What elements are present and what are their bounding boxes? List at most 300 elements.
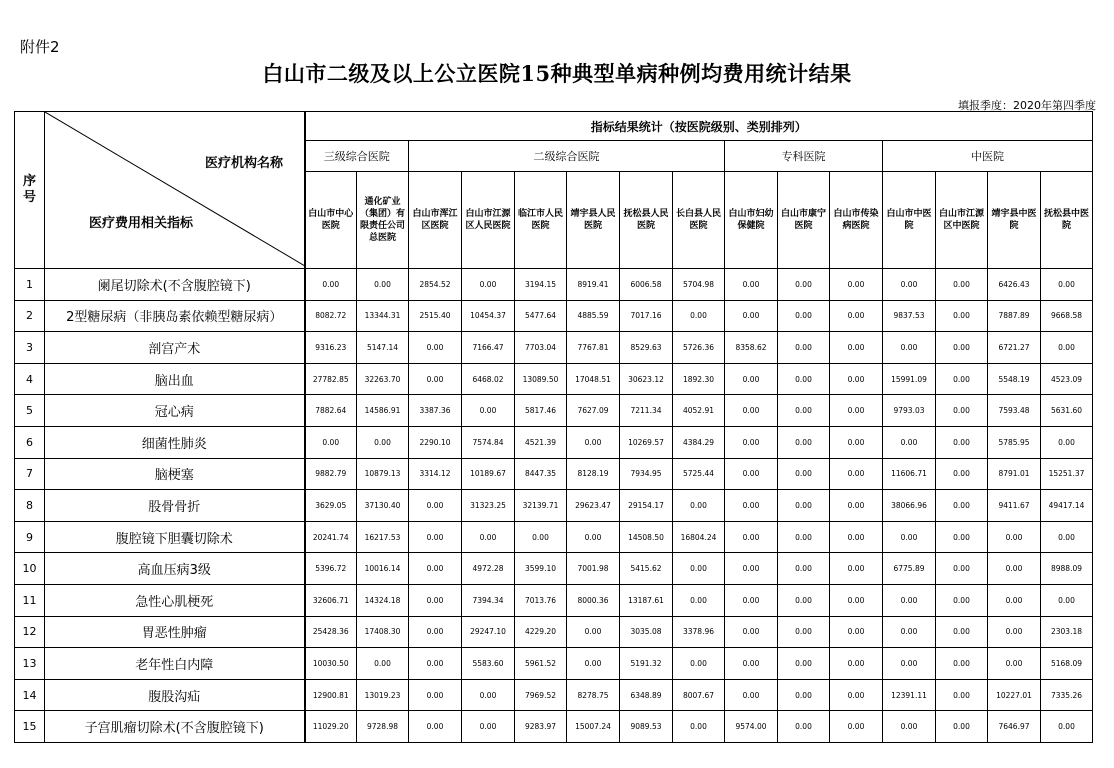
cost-value-cell: 0.00 — [830, 300, 883, 332]
cost-value-cell: 15991.09 — [883, 363, 936, 395]
cost-value-cell: 0.00 — [462, 395, 515, 427]
cost-value-cell: 6006.58 — [620, 269, 673, 301]
cost-value-cell: 11029.20 — [305, 711, 357, 743]
cost-value-cell: 0.00 — [673, 648, 725, 680]
cost-value-cell: 38066.96 — [883, 490, 936, 522]
cost-value-cell: 0.00 — [1041, 711, 1093, 743]
cost-value-cell: 0.00 — [883, 269, 936, 301]
row-indicator-name: 2型糖尿病（非胰岛素依赖型糖尿病） — [45, 300, 305, 332]
cost-value-cell: 0.00 — [409, 363, 462, 395]
institution-label: 医疗机构名称 — [205, 156, 284, 171]
cost-value-cell: 0.00 — [357, 648, 409, 680]
cost-value-cell: 0.00 — [357, 426, 409, 458]
cost-value-cell: 4885.59 — [567, 300, 620, 332]
cost-value-cell: 9793.03 — [883, 395, 936, 427]
row-seq: 10 — [15, 553, 45, 585]
cost-value-cell: 10269.57 — [620, 426, 673, 458]
cost-value-cell: 0.00 — [778, 300, 830, 332]
table-row — [15, 300, 1093, 332]
cost-value-cell: 0.00 — [725, 616, 778, 648]
cost-value-cell: 0.00 — [305, 269, 357, 301]
cost-value-cell: 0.00 — [830, 269, 883, 301]
table-row — [15, 363, 1093, 395]
report-season: 填报季度：2020年第四季度 — [958, 99, 1096, 112]
cost-value-cell: 0.00 — [778, 490, 830, 522]
cost-value-cell: 10454.37 — [462, 300, 515, 332]
cost-value-cell: 0.00 — [305, 426, 357, 458]
cost-value-cell: 6775.89 — [883, 553, 936, 585]
cost-value-cell: 0.00 — [725, 521, 778, 553]
cost-value-cell: 0.00 — [725, 458, 778, 490]
cost-value-cell: 0.00 — [409, 521, 462, 553]
group-tertiary-general: 三级综合医院 — [305, 141, 409, 172]
cost-value-cell: 5631.60 — [1041, 395, 1093, 427]
cost-value-cell: 0.00 — [725, 269, 778, 301]
row-indicator-name: 腹腔镜下胆囊切除术 — [45, 521, 305, 553]
seq-header — [15, 112, 45, 269]
hospital-header: 白山市传染病医院 — [830, 172, 883, 269]
cost-value-cell: 9728.98 — [357, 711, 409, 743]
cost-value-cell: 0.00 — [830, 711, 883, 743]
cost-value-cell: 0.00 — [936, 616, 988, 648]
cost-value-cell: 2515.40 — [409, 300, 462, 332]
cost-value-cell: 8919.41 — [567, 269, 620, 301]
cost-value-cell: 0.00 — [673, 553, 725, 585]
cost-value-cell: 4384.29 — [673, 426, 725, 458]
cost-value-cell: 17408.30 — [357, 616, 409, 648]
cost-value-cell: 9574.00 — [725, 711, 778, 743]
cost-value-cell: 0.00 — [830, 490, 883, 522]
cost-value-cell: 32606.71 — [305, 584, 357, 616]
cost-value-cell: 0.00 — [936, 458, 988, 490]
cost-value-cell: 32139.71 — [515, 490, 567, 522]
cost-value-cell: 8791.01 — [988, 458, 1041, 490]
cost-value-cell: 29623.47 — [567, 490, 620, 522]
cost-value-cell: 3194.15 — [515, 269, 567, 301]
cost-value-cell: 13344.31 — [357, 300, 409, 332]
cost-value-cell: 29154.17 — [620, 490, 673, 522]
cost-value-cell: 9882.79 — [305, 458, 357, 490]
row-seq: 9 — [15, 521, 45, 553]
statistics-table — [14, 111, 1093, 743]
hospital-header: 白山市中心医院 — [305, 172, 357, 269]
document-title: 白山市二级及以上公立医院15种典型单病种例均费用统计结果 — [262, 61, 852, 86]
cost-value-cell: 7335.26 — [1041, 679, 1093, 711]
cost-value-cell: 0.00 — [673, 584, 725, 616]
cost-value-cell: 15007.24 — [567, 711, 620, 743]
row-seq: 1 — [15, 269, 45, 301]
cost-value-cell: 0.00 — [1041, 521, 1093, 553]
cost-value-cell: 0.00 — [936, 300, 988, 332]
cost-value-cell: 3599.10 — [515, 553, 567, 585]
cost-value-cell: 0.00 — [409, 490, 462, 522]
row-seq: 7 — [15, 458, 45, 490]
cost-value-cell: 8082.72 — [305, 300, 357, 332]
hospital-header: 白山市浑江区医院 — [409, 172, 462, 269]
cost-value-cell: 7574.84 — [462, 426, 515, 458]
cost-value-cell: 7934.95 — [620, 458, 673, 490]
cost-value-cell: 0.00 — [778, 616, 830, 648]
cost-value-cell: 13019.23 — [357, 679, 409, 711]
cost-value-cell: 0.00 — [936, 395, 988, 427]
cost-value-cell: 2290.10 — [409, 426, 462, 458]
cost-value-cell: 30623.12 — [620, 363, 673, 395]
group-secondary-general: 二级综合医院 — [409, 141, 725, 172]
row-seq: 4 — [15, 363, 45, 395]
cost-value-cell: 0.00 — [725, 363, 778, 395]
cost-value-cell: 3629.05 — [305, 490, 357, 522]
row-indicator-name: 细菌性肺炎 — [45, 426, 305, 458]
cost-value-cell: 0.00 — [673, 300, 725, 332]
cost-value-cell: 0.00 — [936, 269, 988, 301]
cost-value-cell: 0.00 — [1041, 269, 1093, 301]
table-row — [15, 458, 1093, 490]
cost-value-cell: 0.00 — [936, 648, 988, 680]
table-row — [15, 679, 1093, 711]
indicator-label: 医疗费用相关指标 — [89, 216, 194, 231]
cost-value-cell: 0.00 — [778, 584, 830, 616]
row-indicator-name: 高血压病3级 — [45, 553, 305, 585]
cost-value-cell: 0.00 — [830, 553, 883, 585]
cost-value-cell: 0.00 — [462, 521, 515, 553]
cost-value-cell: 0.00 — [988, 648, 1041, 680]
cost-value-cell: 0.00 — [936, 553, 988, 585]
cost-value-cell: 2303.18 — [1041, 616, 1093, 648]
cost-value-cell: 0.00 — [673, 490, 725, 522]
cost-value-cell: 20241.74 — [305, 521, 357, 553]
row-seq: 6 — [15, 426, 45, 458]
cost-value-cell: 7627.09 — [567, 395, 620, 427]
cost-value-cell: 25428.36 — [305, 616, 357, 648]
cost-value-cell: 0.00 — [936, 584, 988, 616]
row-indicator-name: 股骨骨折 — [45, 490, 305, 522]
hospital-header: 靖宇县中医院 — [988, 172, 1041, 269]
cost-value-cell: 0.00 — [936, 363, 988, 395]
cost-value-cell: 16217.53 — [357, 521, 409, 553]
cost-value-cell: 0.00 — [883, 616, 936, 648]
table-row — [15, 490, 1093, 522]
cost-value-cell: 5396.72 — [305, 553, 357, 585]
table-row — [15, 332, 1093, 364]
hospital-header: 白山市江源区人民医院 — [462, 172, 515, 269]
cost-value-cell: 5583.60 — [462, 648, 515, 680]
cost-value-cell: 0.00 — [936, 490, 988, 522]
cost-value-cell: 5147.14 — [357, 332, 409, 364]
cost-value-cell: 5477.64 — [515, 300, 567, 332]
cost-value-cell: 0.00 — [988, 521, 1041, 553]
group-specialty: 专科医院 — [725, 141, 883, 172]
cost-value-cell: 0.00 — [357, 269, 409, 301]
cost-value-cell: 9089.53 — [620, 711, 673, 743]
row-seq: 11 — [15, 584, 45, 616]
table-row — [15, 521, 1093, 553]
cost-value-cell: 7001.98 — [567, 553, 620, 585]
cost-value-cell: 7767.81 — [567, 332, 620, 364]
row-seq: 8 — [15, 490, 45, 522]
row-seq: 3 — [15, 332, 45, 364]
table-row — [15, 648, 1093, 680]
cost-value-cell: 4521.39 — [515, 426, 567, 458]
cost-value-cell: 9411.67 — [988, 490, 1041, 522]
row-indicator-name: 冠心病 — [45, 395, 305, 427]
cost-value-cell: 0.00 — [830, 395, 883, 427]
table-row — [15, 711, 1093, 743]
cost-value-cell: 0.00 — [778, 648, 830, 680]
cost-value-cell: 5704.98 — [673, 269, 725, 301]
table-row — [15, 553, 1093, 585]
hospital-header: 白山市康宁医院 — [778, 172, 830, 269]
cost-value-cell: 15251.37 — [1041, 458, 1093, 490]
cost-value-cell: 7703.04 — [515, 332, 567, 364]
cost-value-cell: 29247.10 — [462, 616, 515, 648]
cost-value-cell: 0.00 — [883, 648, 936, 680]
cost-value-cell: 0.00 — [515, 521, 567, 553]
cost-value-cell: 7882.64 — [305, 395, 357, 427]
cost-value-cell: 16804.24 — [673, 521, 725, 553]
cost-value-cell: 10030.50 — [305, 648, 357, 680]
cost-value-cell: 10227.01 — [988, 679, 1041, 711]
group-tcm: 中医院 — [883, 141, 1093, 172]
cost-value-cell: 37130.40 — [357, 490, 409, 522]
cost-value-cell: 8988.09 — [1041, 553, 1093, 585]
table-row — [15, 269, 1093, 301]
cost-value-cell: 5726.36 — [673, 332, 725, 364]
cost-value-cell: 5785.95 — [988, 426, 1041, 458]
cost-value-cell: 0.00 — [778, 553, 830, 585]
cost-value-cell: 7017.16 — [620, 300, 673, 332]
cost-value-cell: 8128.19 — [567, 458, 620, 490]
cost-value-cell: 4052.91 — [673, 395, 725, 427]
table-row — [15, 616, 1093, 648]
cost-value-cell: 7166.47 — [462, 332, 515, 364]
cost-value-cell: 9283.97 — [515, 711, 567, 743]
cost-value-cell: 0.00 — [409, 648, 462, 680]
row-indicator-name: 腹股沟疝 — [45, 679, 305, 711]
cost-value-cell: 10879.13 — [357, 458, 409, 490]
cost-value-cell: 9668.58 — [1041, 300, 1093, 332]
cost-value-cell: 12391.11 — [883, 679, 936, 711]
cost-value-cell: 0.00 — [778, 458, 830, 490]
hospital-header: 白山市妇幼保健院 — [725, 172, 778, 269]
cost-value-cell: 0.00 — [567, 648, 620, 680]
cost-value-cell: 0.00 — [830, 426, 883, 458]
cost-value-cell: 0.00 — [409, 584, 462, 616]
cost-value-cell: 14586.91 — [357, 395, 409, 427]
cost-value-cell: 0.00 — [778, 395, 830, 427]
cost-value-cell: 0.00 — [673, 711, 725, 743]
cost-value-cell: 0.00 — [778, 679, 830, 711]
cost-value-cell: 0.00 — [725, 300, 778, 332]
cost-value-cell: 0.00 — [409, 711, 462, 743]
cost-value-cell: 4523.09 — [1041, 363, 1093, 395]
cost-value-cell: 0.00 — [778, 711, 830, 743]
cost-value-cell: 0.00 — [988, 584, 1041, 616]
cost-value-cell: 0.00 — [830, 616, 883, 648]
cost-value-cell: 27782.85 — [305, 363, 357, 395]
hospital-header: 白山市中医院 — [883, 172, 936, 269]
cost-value-cell: 7394.34 — [462, 584, 515, 616]
cost-value-cell: 12900.81 — [305, 679, 357, 711]
cost-value-cell: 0.00 — [725, 426, 778, 458]
hospital-header: 白山市江源区中医院 — [936, 172, 988, 269]
hospital-header: 长白县人民医院 — [673, 172, 725, 269]
cost-value-cell: 10189.67 — [462, 458, 515, 490]
cost-value-cell: 3387.36 — [409, 395, 462, 427]
cost-value-cell: 0.00 — [778, 332, 830, 364]
cost-value-cell: 7211.34 — [620, 395, 673, 427]
cost-value-cell: 0.00 — [830, 679, 883, 711]
cost-value-cell: 0.00 — [883, 711, 936, 743]
cost-value-cell: 3378.96 — [673, 616, 725, 648]
row-seq: 13 — [15, 648, 45, 680]
row-seq: 14 — [15, 679, 45, 711]
row-seq: 2 — [15, 300, 45, 332]
cost-value-cell: 0.00 — [778, 426, 830, 458]
cost-value-cell: 0.00 — [830, 332, 883, 364]
row-indicator-name: 急性心肌梗死 — [45, 584, 305, 616]
cost-value-cell: 5548.19 — [988, 363, 1041, 395]
cost-value-cell: 9316.23 — [305, 332, 357, 364]
row-seq: 5 — [15, 395, 45, 427]
cost-value-cell: 13187.61 — [620, 584, 673, 616]
cost-value-cell: 0.00 — [883, 332, 936, 364]
cost-value-cell: 5168.09 — [1041, 648, 1093, 680]
cost-value-cell: 0.00 — [830, 584, 883, 616]
cost-value-cell: 7646.97 — [988, 711, 1041, 743]
cost-value-cell: 0.00 — [409, 679, 462, 711]
cost-value-cell: 1892.30 — [673, 363, 725, 395]
cost-value-cell: 0.00 — [462, 679, 515, 711]
cost-value-cell: 49417.14 — [1041, 490, 1093, 522]
seq-header-label: 序 号 — [22, 174, 36, 205]
hospital-header: 临江市人民医院 — [515, 172, 567, 269]
cost-value-cell: 0.00 — [725, 679, 778, 711]
cost-value-cell: 5817.46 — [515, 395, 567, 427]
table-row — [15, 395, 1093, 427]
row-indicator-name: 胃恶性肿瘤 — [45, 616, 305, 648]
cost-value-cell: 32263.70 — [357, 363, 409, 395]
attachment-label: 附件2 — [20, 38, 60, 56]
cost-value-cell: 7887.89 — [988, 300, 1041, 332]
cost-value-cell: 0.00 — [409, 553, 462, 585]
stats-title: 指标结果统计（按医院级别、类别排列） — [305, 112, 1093, 141]
cost-value-cell: 9837.53 — [883, 300, 936, 332]
cost-value-cell: 0.00 — [567, 426, 620, 458]
row-indicator-name: 子宫肌瘤切除术(不含腹腔镜下) — [45, 711, 305, 743]
hospital-header: 抚松县中医院 — [1041, 172, 1093, 269]
cost-value-cell: 10016.14 — [357, 553, 409, 585]
cost-value-cell: 31323.25 — [462, 490, 515, 522]
cost-value-cell: 14508.50 — [620, 521, 673, 553]
cost-value-cell: 0.00 — [988, 616, 1041, 648]
row-seq: 15 — [15, 711, 45, 743]
row-seq: 12 — [15, 616, 45, 648]
cost-value-cell: 0.00 — [988, 553, 1041, 585]
cost-value-cell: 8529.63 — [620, 332, 673, 364]
hospital-header: 通化矿业（集团）有限责任公司总医院 — [357, 172, 409, 269]
cost-value-cell: 13089.50 — [515, 363, 567, 395]
row-indicator-name: 剖宫产术 — [45, 332, 305, 364]
cost-value-cell: 0.00 — [725, 490, 778, 522]
cost-value-cell: 4229.20 — [515, 616, 567, 648]
hospital-header: 抚松县人民医院 — [620, 172, 673, 269]
cost-value-cell: 0.00 — [936, 332, 988, 364]
cost-value-cell: 0.00 — [830, 458, 883, 490]
cost-value-cell: 0.00 — [1041, 332, 1093, 364]
cost-value-cell: 5415.62 — [620, 553, 673, 585]
cost-value-cell: 0.00 — [1041, 584, 1093, 616]
table-row — [15, 426, 1093, 458]
cost-value-cell: 0.00 — [567, 616, 620, 648]
cost-value-cell: 0.00 — [725, 395, 778, 427]
row-indicator-name: 老年性白内障 — [45, 648, 305, 680]
diagonal-line — [45, 112, 305, 266]
cost-value-cell: 0.00 — [883, 426, 936, 458]
cost-value-cell: 3314.12 — [409, 458, 462, 490]
cost-value-cell: 0.00 — [778, 363, 830, 395]
cost-value-cell: 7593.48 — [988, 395, 1041, 427]
cost-value-cell: 0.00 — [830, 648, 883, 680]
cost-value-cell: 6468.02 — [462, 363, 515, 395]
cost-value-cell: 0.00 — [830, 521, 883, 553]
cost-value-cell: 0.00 — [725, 648, 778, 680]
cost-value-cell: 0.00 — [567, 521, 620, 553]
cost-value-cell: 0.00 — [409, 616, 462, 648]
row-indicator-name: 脑出血 — [45, 363, 305, 395]
cost-value-cell: 0.00 — [725, 553, 778, 585]
cost-value-cell: 0.00 — [936, 711, 988, 743]
cost-value-cell: 0.00 — [409, 332, 462, 364]
cost-value-cell: 11606.71 — [883, 458, 936, 490]
cost-value-cell: 5725.44 — [673, 458, 725, 490]
cost-value-cell: 0.00 — [778, 521, 830, 553]
cost-value-cell: 0.00 — [936, 521, 988, 553]
cost-value-cell: 0.00 — [778, 269, 830, 301]
cost-value-cell: 0.00 — [1041, 426, 1093, 458]
cost-value-cell: 0.00 — [936, 426, 988, 458]
cost-value-cell: 0.00 — [936, 679, 988, 711]
cost-value-cell: 8358.62 — [725, 332, 778, 364]
cost-value-cell: 14324.18 — [357, 584, 409, 616]
cost-value-cell: 8278.75 — [567, 679, 620, 711]
cost-value-cell: 6721.27 — [988, 332, 1041, 364]
cost-value-cell: 6348.89 — [620, 679, 673, 711]
cost-value-cell: 0.00 — [830, 363, 883, 395]
cost-value-cell: 8007.67 — [673, 679, 725, 711]
cost-value-cell: 0.00 — [462, 711, 515, 743]
cost-value-cell: 7013.76 — [515, 584, 567, 616]
table-row — [15, 584, 1093, 616]
row-indicator-name: 脑梗塞 — [45, 458, 305, 490]
cost-value-cell: 3035.08 — [620, 616, 673, 648]
cost-value-cell: 8447.35 — [515, 458, 567, 490]
cost-value-cell: 7969.52 — [515, 679, 567, 711]
cost-value-cell: 0.00 — [725, 584, 778, 616]
cost-value-cell: 4972.28 — [462, 553, 515, 585]
header-diagonal-cell — [45, 112, 305, 269]
cost-value-cell: 5961.52 — [515, 648, 567, 680]
cost-value-cell: 5191.32 — [620, 648, 673, 680]
cost-value-cell: 0.00 — [462, 269, 515, 301]
row-indicator-name: 阑尾切除术(不含腹腔镜下) — [45, 269, 305, 301]
cost-value-cell: 2854.52 — [409, 269, 462, 301]
cost-value-cell: 0.00 — [883, 584, 936, 616]
hospital-header: 靖宇县人民医院 — [567, 172, 620, 269]
cost-value-cell: 0.00 — [883, 521, 936, 553]
cost-value-cell: 17048.51 — [567, 363, 620, 395]
cost-value-cell: 6426.43 — [988, 269, 1041, 301]
cost-value-cell: 8000.36 — [567, 584, 620, 616]
